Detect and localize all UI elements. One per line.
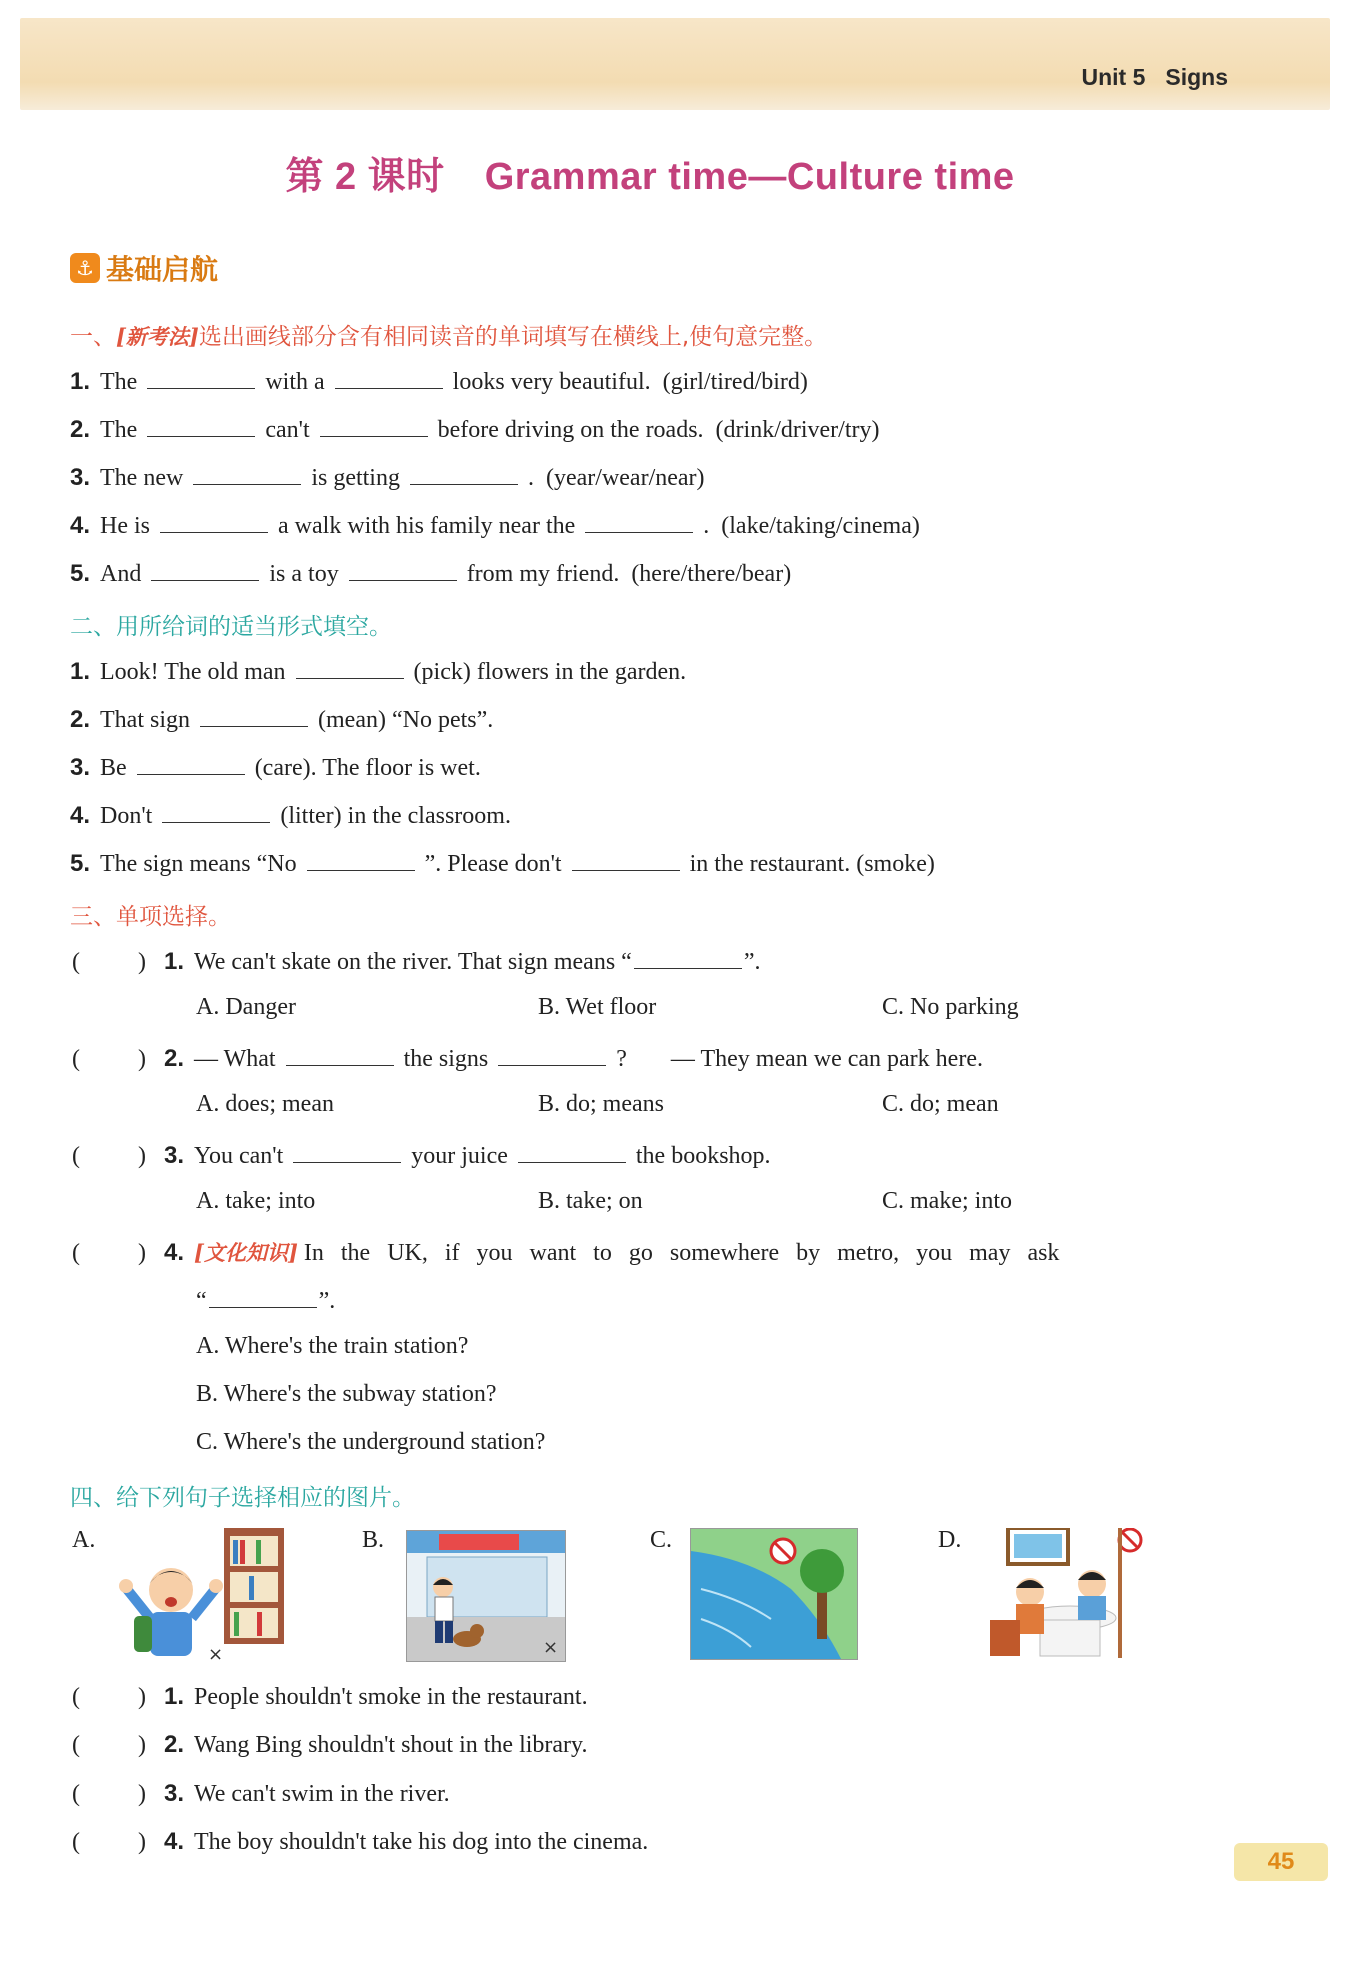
answer-blank[interactable] bbox=[585, 510, 693, 533]
answer-blank[interactable] bbox=[193, 462, 301, 485]
answer-blank[interactable] bbox=[572, 848, 680, 871]
match-item: ( ) 3. We can't swim in the river. bbox=[72, 1780, 450, 1807]
choice-question: ( ) 3. You can't your juice the bookshop. bbox=[72, 1142, 771, 1169]
option[interactable]: A. does; mean bbox=[196, 1091, 334, 1117]
q4-blank-line: “ ”. bbox=[196, 1285, 335, 1315]
option[interactable]: C. make; into bbox=[882, 1188, 1012, 1214]
answer-blank[interactable] bbox=[634, 946, 742, 969]
part2-item: 3. Be (care). The floor is wet. bbox=[70, 754, 481, 781]
part3-heading: 三、单项选择。 bbox=[70, 904, 231, 930]
unit-label: Unit 5 bbox=[1081, 64, 1146, 90]
option[interactable]: C. No parking bbox=[882, 994, 1019, 1020]
answer-blank[interactable] bbox=[410, 462, 518, 485]
picture-label-c: C. bbox=[650, 1527, 673, 1553]
picture-c-river[interactable] bbox=[690, 1528, 858, 1660]
answer-blank[interactable] bbox=[518, 1140, 626, 1163]
answer-parens[interactable]: ( ) bbox=[72, 1829, 146, 1855]
part4-heading: 四、给下列句子选择相应的图片。 bbox=[70, 1485, 415, 1511]
match-item: ( ) 4. The boy shouldn't take his dog into the cinema. bbox=[72, 1828, 649, 1855]
unit-header bbox=[1061, 64, 1228, 91]
part2-item: 4. Don't (litter) in the classroom. bbox=[70, 802, 511, 829]
part1-item: 1. The with a looks very beautiful. (girl/tired/bird) bbox=[70, 368, 808, 395]
lesson-subject: Grammar time—Culture time bbox=[484, 156, 1015, 198]
answer-blank[interactable] bbox=[200, 704, 308, 727]
option[interactable]: A. Danger bbox=[196, 994, 296, 1020]
answer-blank[interactable] bbox=[160, 510, 268, 533]
new-exam-tag: [新考法] bbox=[116, 324, 199, 349]
part2-item: 5. The sign means “No ”. Please don't in the restaurant. (smoke) bbox=[70, 850, 935, 877]
answer-parens[interactable]: ( ) bbox=[72, 949, 146, 975]
part2-heading: 二、用所给词的适当形式填空。 bbox=[70, 614, 392, 640]
answer-blank[interactable] bbox=[209, 1285, 317, 1308]
option[interactable]: B. take; on bbox=[538, 1188, 643, 1214]
picture-label-d: D. bbox=[938, 1527, 962, 1553]
answer-parens[interactable]: ( ) bbox=[72, 1143, 146, 1169]
unit-topic: Signs bbox=[1165, 64, 1228, 90]
answer-blank[interactable] bbox=[286, 1043, 394, 1066]
picture-label-a: A. bbox=[72, 1527, 96, 1553]
option[interactable]: B. Wet floor bbox=[538, 994, 657, 1020]
choice-question: ( ) 4. [文化知识] In the UK, if you want to go somewhere by metro, you may ask bbox=[72, 1239, 1060, 1266]
answer-blank[interactable] bbox=[320, 414, 428, 437]
part2-item: 2. That sign (mean) “No pets”. bbox=[70, 706, 494, 733]
answer-blank[interactable] bbox=[335, 366, 443, 389]
answer-blank[interactable] bbox=[296, 656, 404, 679]
answer-blank[interactable] bbox=[349, 558, 457, 581]
picture-d-restaurant[interactable] bbox=[980, 1528, 1146, 1658]
answer-blank[interactable] bbox=[147, 366, 255, 389]
answer-parens[interactable]: ( ) bbox=[72, 1240, 146, 1266]
page-number: 45 bbox=[1234, 1843, 1328, 1881]
option[interactable]: A. take; into bbox=[196, 1188, 316, 1214]
part2-item: 1. Look! The old man (pick) flowers in the garden. bbox=[70, 658, 687, 685]
option[interactable]: B. do; means bbox=[538, 1091, 664, 1117]
choice-question: ( ) 2. — What the signs ? — They mean we can park here. bbox=[72, 1045, 983, 1072]
lesson-number: 第 2 课时 bbox=[285, 156, 445, 198]
answer-blank[interactable] bbox=[307, 848, 415, 871]
answer-blank[interactable] bbox=[498, 1043, 606, 1066]
match-item: ( ) 1. People shouldn't smoke in the restaurant. bbox=[72, 1683, 588, 1710]
answer-blank[interactable] bbox=[147, 414, 255, 437]
lesson-title bbox=[0, 145, 1300, 200]
section-badge bbox=[70, 248, 218, 288]
culture-knowledge-tag: [文化知识] bbox=[194, 1240, 298, 1265]
match-item: ( ) 2. Wang Bing shouldn't shout in the library. bbox=[72, 1731, 588, 1758]
part1-item: 2. The can't before driving on the roads. (drink/driver/try) bbox=[70, 416, 880, 443]
picture-label-b: B. bbox=[362, 1527, 385, 1553]
section-label: 基础启航 bbox=[106, 253, 219, 286]
part1-heading: 一、[新考法]选出画线部分含有相同读音的单词填写在横线上,使句意完整。 bbox=[70, 324, 828, 350]
answer-parens[interactable]: ( ) bbox=[72, 1684, 146, 1710]
anchor-icon: ⚓ bbox=[70, 253, 100, 283]
answer-blank[interactable] bbox=[151, 558, 259, 581]
svg-text:×: × bbox=[208, 1644, 224, 1665]
answer-blank[interactable] bbox=[162, 800, 270, 823]
part1-item: 4. He is a walk with his family near the . (lake/taking/cinema) bbox=[70, 512, 920, 539]
answer-parens[interactable]: ( ) bbox=[72, 1732, 146, 1758]
answer-parens[interactable]: ( ) bbox=[72, 1046, 146, 1072]
option[interactable]: C. do; mean bbox=[882, 1091, 999, 1117]
option[interactable]: B. Where's the subway station? bbox=[196, 1381, 497, 1407]
answer-blank[interactable] bbox=[293, 1140, 401, 1163]
choice-question: ( ) 1. We can't skate on the river. That sign means “ ”. bbox=[72, 948, 761, 975]
answer-blank[interactable] bbox=[137, 752, 245, 775]
answer-parens[interactable]: ( ) bbox=[72, 1781, 146, 1807]
option[interactable]: A. Where's the train station? bbox=[196, 1333, 469, 1359]
part1-item: 3. The new is getting . (year/wear/near) bbox=[70, 464, 705, 491]
svg-text:×: × bbox=[543, 1637, 559, 1658]
picture-b-cinema[interactable] bbox=[406, 1530, 566, 1662]
picture-a-library[interactable] bbox=[116, 1528, 286, 1666]
part1-item: 5. And is a toy from my friend. (here/there/bear) bbox=[70, 560, 792, 587]
option[interactable]: C. Where's the underground station? bbox=[196, 1429, 546, 1455]
